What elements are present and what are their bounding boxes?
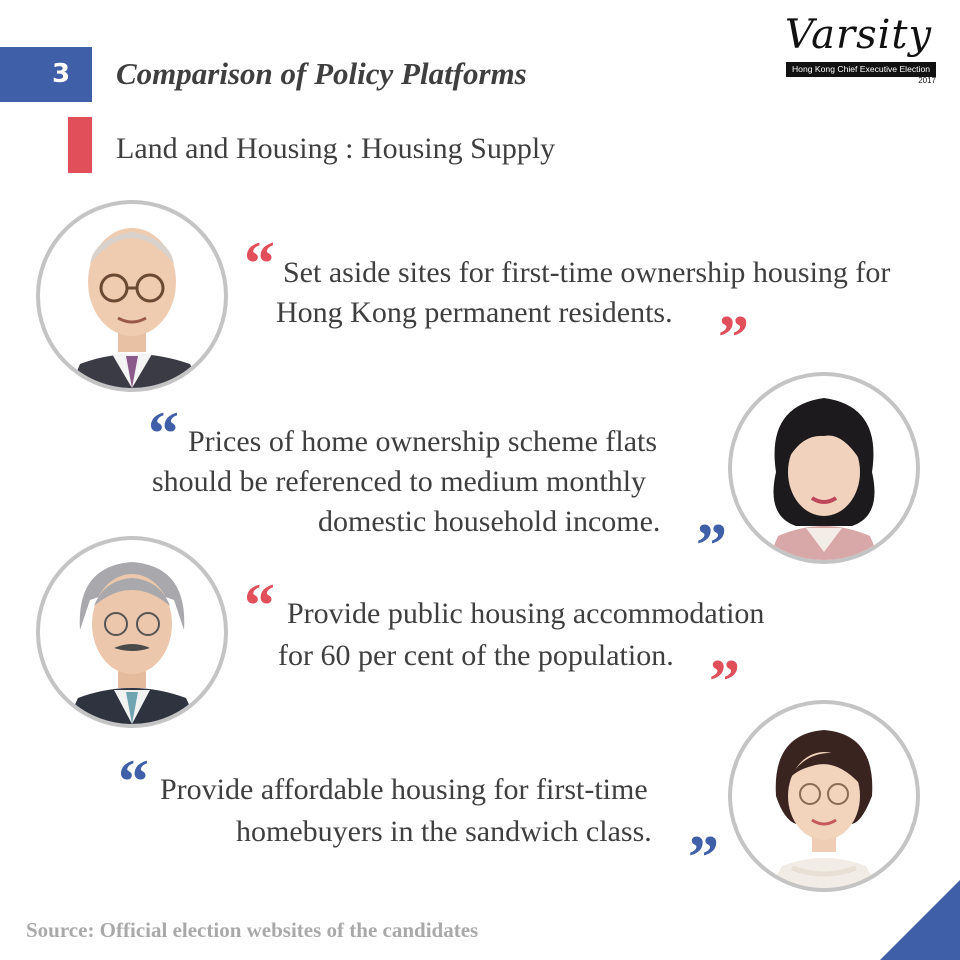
quote-2-line-2: should be referenced to medium monthly [152,465,647,498]
candidate-portrait-1 [36,200,228,392]
quote-1-open-mark: “ [244,230,275,298]
portrait-1-image [40,204,224,388]
subtitle-accent-bar [68,117,92,173]
logo-year: 2017 [918,76,936,85]
quote-2-close-mark: ” [696,512,727,580]
source-note: Source: Official election websites of the candidates [26,918,479,942]
quote-3-line-1: Provide public housing accommodation [287,597,765,630]
portrait-3-image [40,540,224,724]
logo-band: Hong Kong Chief Executive Election [786,62,936,77]
quote-4-close-mark: ” [688,824,719,892]
quote-2-line-3: domestic household income. [318,505,661,538]
portrait-2-image [732,376,916,560]
quote-1-line-2: Hong Kong permanent residents. [276,296,673,329]
varsity-logo [776,12,941,84]
corner-triangle [880,880,960,960]
portrait-4-image [732,704,916,888]
candidate-portrait-2 [728,372,920,564]
quote-3-close-mark: ” [709,648,740,716]
quote-4-line-2: homebuyers in the sandwich class. [236,815,652,848]
quote-4-line-1: Provide affordable housing for first-time [160,773,648,806]
quote-2-open-mark: “ [148,400,179,468]
candidate-portrait-4 [728,700,920,892]
quote-3-line-2: for 60 per cent of the population. [278,639,674,672]
quote-3-open-mark: “ [244,572,275,640]
page-title: Comparison of Policy Platforms [116,56,527,91]
candidate-portrait-3 [36,536,228,728]
quote-4-open-mark: “ [118,748,149,816]
logo-wordmark: Varsity [784,12,933,58]
page-subtitle: Land and Housing : Housing Supply [116,132,556,165]
quote-2-line-1: Prices of home ownership scheme flats [188,425,658,458]
quote-1-line-1: Set aside sites for first-time ownership housing for [283,256,891,289]
section-number: 3 [52,59,71,89]
quote-1-close-mark: ” [718,304,749,372]
section-number-block [0,47,92,102]
